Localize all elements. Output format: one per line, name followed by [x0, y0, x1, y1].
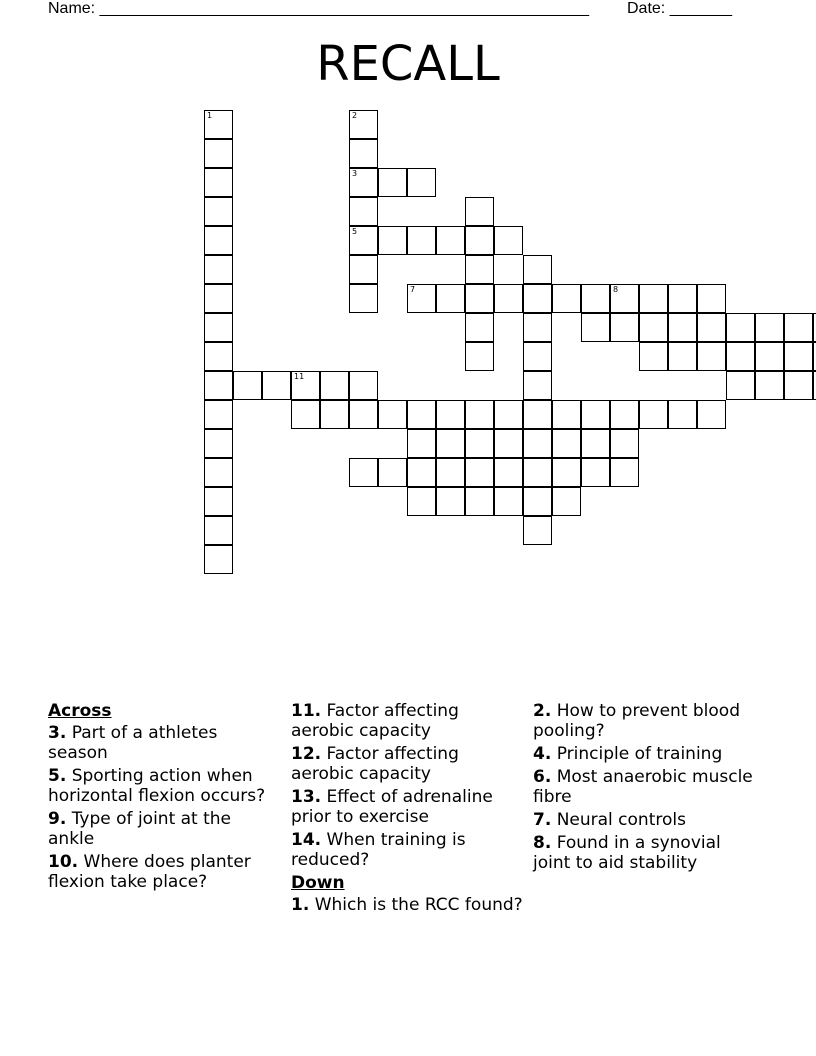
- grid-cell[interactable]: [233, 371, 262, 400]
- grid-cell[interactable]: [610, 429, 639, 458]
- clue-number: 14.: [291, 830, 322, 850]
- grid-cell[interactable]: [523, 400, 552, 429]
- grid-cell[interactable]: [523, 458, 552, 487]
- clue-number-label: 5: [352, 227, 358, 236]
- grid-cell[interactable]: [523, 313, 552, 342]
- clue-number-label: 7: [410, 285, 416, 294]
- grid-cell[interactable]: [349, 400, 378, 429]
- grid-cell[interactable]: [784, 342, 813, 371]
- grid-cell[interactable]: [639, 284, 668, 313]
- clue-number-label: 2: [352, 111, 358, 120]
- clue-across-13: [291, 787, 523, 827]
- grid-cell[interactable]: [465, 429, 494, 458]
- grid-cell[interactable]: [581, 313, 610, 342]
- grid-cell[interactable]: [349, 168, 378, 197]
- grid-cell[interactable]: [204, 255, 233, 284]
- grid-cell[interactable]: [697, 400, 726, 429]
- clue-across-10: [48, 852, 276, 892]
- clue-text: Factor affecting aerobic capacity: [291, 744, 459, 784]
- clue-down-1: [291, 895, 523, 915]
- grid-cell[interactable]: [697, 342, 726, 371]
- clue-text: Found in a synovial joint to aid stability: [533, 833, 721, 873]
- grid-cell[interactable]: [436, 458, 465, 487]
- grid-cell[interactable]: [697, 313, 726, 342]
- clue-across-11: [291, 701, 523, 741]
- grid-cell[interactable]: [349, 458, 378, 487]
- puzzle-title: RECALL: [316, 36, 500, 92]
- grid-cell[interactable]: [204, 110, 233, 139]
- grid-cell[interactable]: [407, 429, 436, 458]
- grid-cell[interactable]: [204, 168, 233, 197]
- grid-cell[interactable]: [204, 284, 233, 313]
- clue-number: 3.: [48, 723, 67, 743]
- grid-cell[interactable]: [755, 342, 784, 371]
- grid-cell[interactable]: [204, 400, 233, 429]
- clue-down-2: [533, 701, 761, 741]
- grid-cell[interactable]: [784, 313, 813, 342]
- grid-cell[interactable]: [668, 313, 697, 342]
- clue-across-9: [48, 809, 276, 849]
- grid-cell[interactable]: [407, 284, 436, 313]
- clue-number: 10.: [48, 852, 79, 872]
- grid-cell[interactable]: [465, 487, 494, 516]
- clue-number: 4.: [533, 744, 552, 764]
- name-field[interactable]: Name: _______________________________________________________: [48, 0, 589, 17]
- clues-column-2: [291, 701, 523, 918]
- grid-cell[interactable]: [552, 487, 581, 516]
- grid-cell[interactable]: [204, 342, 233, 371]
- grid-cell[interactable]: [465, 226, 494, 255]
- grid-cell[interactable]: [552, 429, 581, 458]
- grid-cell[interactable]: [523, 371, 552, 400]
- clues-column-1: [48, 701, 276, 895]
- grid-cell[interactable]: [378, 400, 407, 429]
- clue-text: Where does planter flexion take place?: [48, 852, 251, 892]
- grid-cell[interactable]: [494, 400, 523, 429]
- grid-cell[interactable]: [291, 371, 320, 400]
- clue-text: Most anaerobic muscle fibre: [533, 767, 753, 807]
- clue-number-label: 3: [352, 169, 358, 178]
- grid-cell[interactable]: [581, 458, 610, 487]
- clue-number: 12.: [291, 744, 322, 764]
- grid-cell[interactable]: [407, 226, 436, 255]
- grid-cell[interactable]: [407, 168, 436, 197]
- grid-cell[interactable]: [581, 284, 610, 313]
- grid-cell[interactable]: [668, 342, 697, 371]
- clue-text: Principle of training: [551, 744, 723, 764]
- grid-cell[interactable]: [320, 400, 349, 429]
- clue-number: 5.: [48, 766, 67, 786]
- grid-cell[interactable]: [204, 487, 233, 516]
- clue-across-5: [48, 766, 276, 806]
- grid-cell[interactable]: [726, 342, 755, 371]
- clue-across-3: [48, 723, 276, 763]
- grid-cell[interactable]: [639, 400, 668, 429]
- grid-cell[interactable]: [465, 400, 494, 429]
- clue-number-label: 1: [207, 111, 213, 120]
- grid-cell[interactable]: [755, 371, 784, 400]
- clue-text: When training is reduced?: [291, 830, 466, 870]
- grid-cell[interactable]: [378, 226, 407, 255]
- grid-cell[interactable]: [204, 371, 233, 400]
- grid-cell[interactable]: [581, 400, 610, 429]
- grid-cell[interactable]: [465, 255, 494, 284]
- grid-cell[interactable]: [407, 400, 436, 429]
- clue-across-12: [291, 744, 523, 784]
- grid-cell[interactable]: [465, 284, 494, 313]
- grid-cell[interactable]: [523, 342, 552, 371]
- grid-cell[interactable]: [523, 516, 552, 545]
- grid-cell[interactable]: [494, 458, 523, 487]
- grid-cell[interactable]: [668, 400, 697, 429]
- grid-cell[interactable]: [465, 342, 494, 371]
- grid-cell[interactable]: [204, 197, 233, 226]
- grid-cell[interactable]: [378, 458, 407, 487]
- grid-cell[interactable]: [639, 313, 668, 342]
- grid-cell[interactable]: [639, 342, 668, 371]
- grid-cell[interactable]: [349, 110, 378, 139]
- clue-text: Effect of adrenaline prior to exercise: [291, 787, 493, 827]
- clue-down-6: [533, 767, 761, 807]
- grid-cell[interactable]: [552, 400, 581, 429]
- clue-text: Part of a athletes season: [48, 723, 218, 763]
- grid-cell[interactable]: [349, 226, 378, 255]
- clue-number: 8.: [533, 833, 552, 853]
- grid-cell[interactable]: [436, 429, 465, 458]
- grid-cell[interactable]: [349, 197, 378, 226]
- down-heading: Down: [291, 873, 345, 893]
- grid-cell[interactable]: [204, 458, 233, 487]
- grid-cell[interactable]: [610, 458, 639, 487]
- clue-number-label: 8: [613, 285, 619, 294]
- grid-cell[interactable]: [523, 429, 552, 458]
- date-field[interactable]: Date: _______: [627, 0, 732, 17]
- grid-cell[interactable]: [436, 487, 465, 516]
- grid-cell[interactable]: [494, 429, 523, 458]
- clue-number-label: 11: [294, 372, 305, 381]
- clue-down-8: [533, 833, 761, 873]
- across-heading: Across: [48, 701, 112, 721]
- grid-cell[interactable]: [436, 400, 465, 429]
- grid-cell[interactable]: [494, 226, 523, 255]
- grid-cell[interactable]: [349, 139, 378, 168]
- grid-cell[interactable]: [523, 255, 552, 284]
- clue-number: 9.: [48, 809, 67, 829]
- grid-cell[interactable]: [523, 284, 552, 313]
- clue-down-4: [533, 744, 761, 764]
- grid-cell[interactable]: [755, 313, 784, 342]
- grid-cell[interactable]: [436, 284, 465, 313]
- grid-cell[interactable]: [407, 458, 436, 487]
- grid-cell[interactable]: [465, 197, 494, 226]
- grid-cell[interactable]: [204, 516, 233, 545]
- grid-cell[interactable]: [668, 284, 697, 313]
- grid-cell[interactable]: [320, 371, 349, 400]
- grid-cell[interactable]: [349, 284, 378, 313]
- clue-number: 13.: [291, 787, 322, 807]
- grid-cell[interactable]: [784, 371, 813, 400]
- grid-cell[interactable]: [465, 458, 494, 487]
- clue-number: 6.: [533, 767, 552, 787]
- clue-text: How to prevent blood pooling?: [533, 701, 740, 741]
- grid-cell[interactable]: [204, 313, 233, 342]
- grid-cell[interactable]: [610, 284, 639, 313]
- clues-column-3: [533, 701, 761, 876]
- grid-cell[interactable]: [349, 255, 378, 284]
- grid-cell[interactable]: [204, 226, 233, 255]
- grid-cell[interactable]: [407, 487, 436, 516]
- grid-cell[interactable]: [523, 487, 552, 516]
- grid-cell[interactable]: [552, 284, 581, 313]
- clue-down-7: [533, 810, 761, 830]
- clue-number: 1.: [291, 895, 310, 915]
- grid-cell[interactable]: [204, 139, 233, 168]
- grid-cell[interactable]: [291, 400, 320, 429]
- clue-number: 11.: [291, 701, 322, 721]
- grid-cell[interactable]: [465, 313, 494, 342]
- grid-cell[interactable]: [726, 313, 755, 342]
- clue-text: Which is the RCC found?: [309, 895, 523, 915]
- grid-cell[interactable]: [552, 458, 581, 487]
- clue-across-14: [291, 830, 523, 870]
- grid-cell[interactable]: [494, 487, 523, 516]
- grid-cell[interactable]: [610, 313, 639, 342]
- grid-cell[interactable]: [436, 226, 465, 255]
- grid-cell[interactable]: [494, 284, 523, 313]
- grid-cell[interactable]: [204, 429, 233, 458]
- grid-cell[interactable]: [262, 371, 291, 400]
- grid-cell[interactable]: [204, 545, 233, 574]
- clue-number: 2.: [533, 701, 552, 721]
- grid-cell[interactable]: [697, 284, 726, 313]
- clue-number: 7.: [533, 810, 552, 830]
- grid-cell[interactable]: [378, 168, 407, 197]
- grid-cell[interactable]: [610, 400, 639, 429]
- grid-cell[interactable]: [349, 371, 378, 400]
- clue-text: Sporting action when horizontal flexion occurs?: [48, 766, 266, 806]
- clue-text: Factor affecting aerobic capacity: [291, 701, 459, 741]
- clue-text: Neural controls: [551, 810, 686, 830]
- grid-cell[interactable]: [581, 429, 610, 458]
- clue-text: Type of joint at the ankle: [48, 809, 232, 849]
- grid-cell[interactable]: [726, 371, 755, 400]
